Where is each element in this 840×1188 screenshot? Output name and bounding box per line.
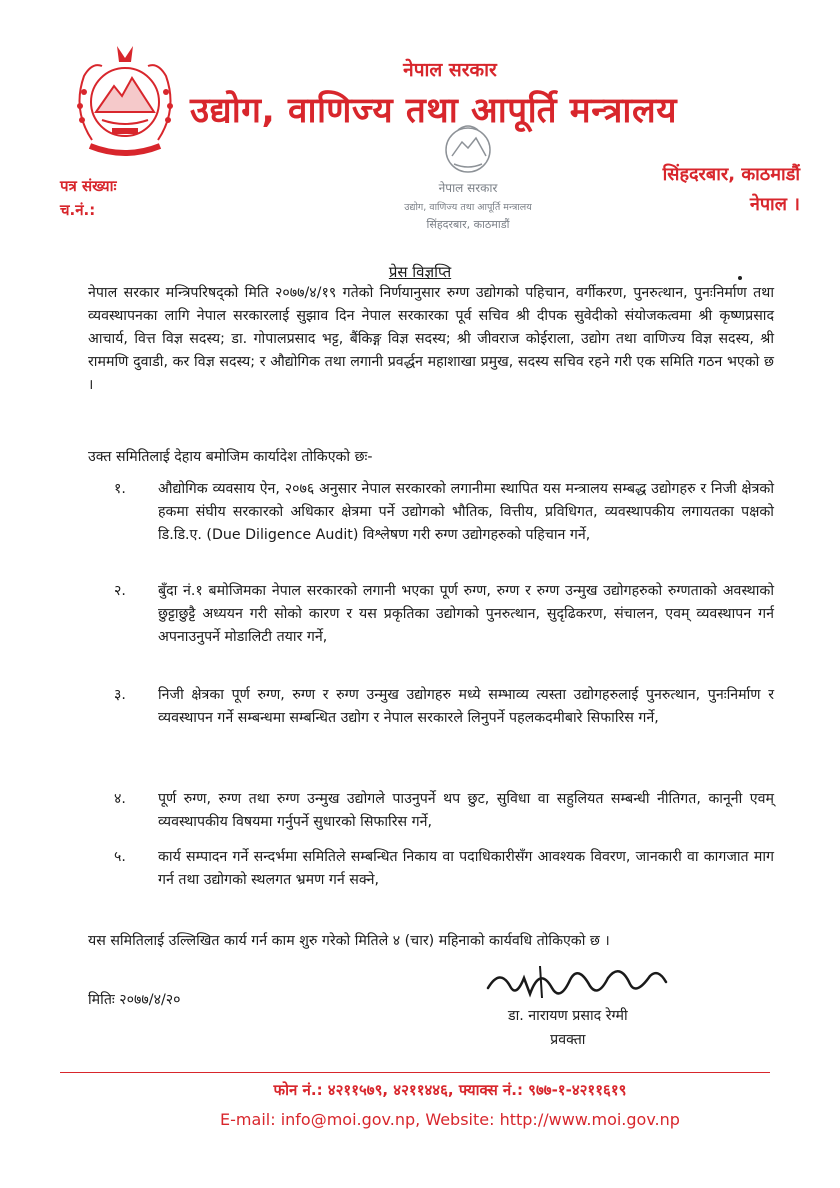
ministry-name: उद्योग, वाणिज्य तथा आपूर्ति मन्त्रालय [190, 91, 678, 131]
reference-fields [60, 174, 117, 222]
intro-paragraph: नेपाल सरकार मन्त्रिपरिषद्को मिति २०७७/४/१९ गतेको निर्णयानुसार रुग्ण उद्योगको पहिचान, वर्गीकरण, पुनरुत्थान, पुनःनिर्माण तथा व्यवस्थापनका लागि नेपाल सरकारलाई सुझाव दिन नेपाल सरकारका पूर्व सचिव श्री दीपक सुवेदीको संयोजकत्वमा श्री कृष्णप्रसाद आचार्य, वित्त विज्ञ सदस्य; डा. गोपालप्रसाद भट्ट, बैंकिङ्ग विज्ञ सदस्य; श्री जीवराज कोईराला, उद्योग तथा वाणिज्य विज्ञ सदस्य, श्री राममणि दुवाडी, कर विज्ञ सदस्य; र औद्योगिक तथा लगानी प्रवर्द्धन महाशाखा प्रमुख, सदस्य सचिव रहने गरी एक समिति गठन भएको छ । [88, 285, 774, 393]
item-text: बुँदा नं.१ बमोजिमका नेपाल सरकारको लगानी भएका पूर्ण रुग्ण, रुग्ण र रुग्ण उन्मुख उद्योगहरुको रुग्णताको अवस्थाको छुट्टाछुट्टै अध्ययन गरी सोको कारण र यस प्रकृतिका उद्योगको पुनरुत्थान, सुदृढिकरण, संचालन, एवम् व्यवस्थापन गर्न अपनाउनुपर्ने मोडालिटी तयार गर्ने, [158, 583, 774, 645]
government-name: नेपाल सरकार [403, 59, 497, 81]
signatory-block [508, 1004, 628, 1052]
mandate-item [114, 788, 774, 834]
footer-divider [60, 1072, 770, 1073]
stamp-line-2: उद्योग, वाणिज्य तथा आपूर्ति मन्त्रालय [404, 202, 532, 213]
item-number: १. [114, 481, 126, 497]
item-number: २. [114, 583, 126, 599]
item-text: कार्य सम्पादन गर्ने सन्दर्भमा समितिले सम्बन्धित निकाय वा पदाधिकारीसँग आवश्यक विवरण, जानकारी वा कागजात माग गर्न तथा उद्योगको स्थलगत भ्रमण गर्न सक्ने, [158, 849, 774, 888]
item-number: ५. [114, 849, 126, 865]
address-line-2: नेपाल । [749, 194, 800, 215]
stamp-line-3: सिंहदरबार, काठमाडौं [426, 218, 510, 231]
issue-date: मितिः २०७७/४/२० [88, 992, 181, 1008]
item-text: पूर्ण रुग्ण, रुग्ण तथा रुग्ण उन्मुख उद्योगले पाउनुपर्ने थप छुट, सुविधा वा सहुलियत सम्बन्धी नीतिगत, कानूनी एवम् व्यवस्थापकीय विषयमा गर्नुपर्ने सुधारको सिफारिस गर्ने, [158, 791, 774, 830]
mandate-item [114, 478, 774, 547]
document-title: प्रेस विज्ञप्ति [388, 263, 452, 281]
item-number: ४. [114, 791, 126, 807]
signatory-name: डा. नारायण प्रसाद रेग्मी [508, 1008, 628, 1024]
mandate-item [114, 684, 774, 730]
ministry-seal-icon [388, 118, 548, 238]
dispatch-number-label: च.नं.: [60, 201, 96, 219]
item-text: निजी क्षेत्रका पूर्ण रुग्ण, रुग्ण र रुग्ण उन्मुख उद्योगहरु मध्ये सम्भाव्य त्यस्ता उद्योगहरुलाई पुनरुत्थान, पुनःनिर्माण र व्यवस्थापन गर्ने सम्बन्धमा सम्बन्धित उद्योग र नेपाल सरकारले लिनुपर्ने पहलकदमीबारे सिफारिस गर्ने, [158, 687, 774, 726]
item-text: औद्योगिक व्यवसाय ऐन, २०७६ अनुसार नेपाल सरकारको लगानीमा स्थापित यस मन्त्रालय सम्बद्ध उद्योगहरु र निजी क्षेत्रको हकमा संघीय सरकारको अधिकार क्षेत्रमा पर्ने उद्योगको भौतिक, वित्तीय, प्रविधिगत, व्यवस्थापकीय लगायतका पक्षको डि.डि.ए. (Due Diligence Audit) विश्लेषण गरी रुग्ण उद्योगहरुको पहिचान गर्ने, [158, 481, 774, 543]
ministry-address [663, 160, 800, 220]
mandate-intro: उक्त समितिलाई देहाय बमोजिम कार्यादेश तोकिएको छः- [88, 449, 373, 465]
duration-statement: यस समितिलाई उल्लिखित कार्य गर्न काम शुरु गरेको मितिले ४ (चार) महिनाको कार्यवधि तोकिएको छ । [88, 933, 610, 949]
stamp-line-1: नेपाल सरकार [438, 181, 498, 195]
mandate-item [114, 846, 774, 892]
mandate-item [114, 580, 774, 649]
address-line-1: सिंहदरबार, काठमाडौं [662, 164, 800, 185]
letter-number-label: पत्र संख्याः [60, 177, 117, 195]
footer-web-contacts: E-mail: info@moi.gov.np, Website: http://www.moi.gov.np [220, 1110, 680, 1129]
signatory-role: प्रवक्ता [550, 1032, 586, 1048]
handwritten-signature [480, 958, 680, 1008]
item-number: ३. [114, 687, 126, 703]
footer-phones: फोन नं.: ४२११५७९, ४२११४४६, फ्याक्स नं.: ९७७-१-४२११६१९ [273, 1081, 627, 1099]
